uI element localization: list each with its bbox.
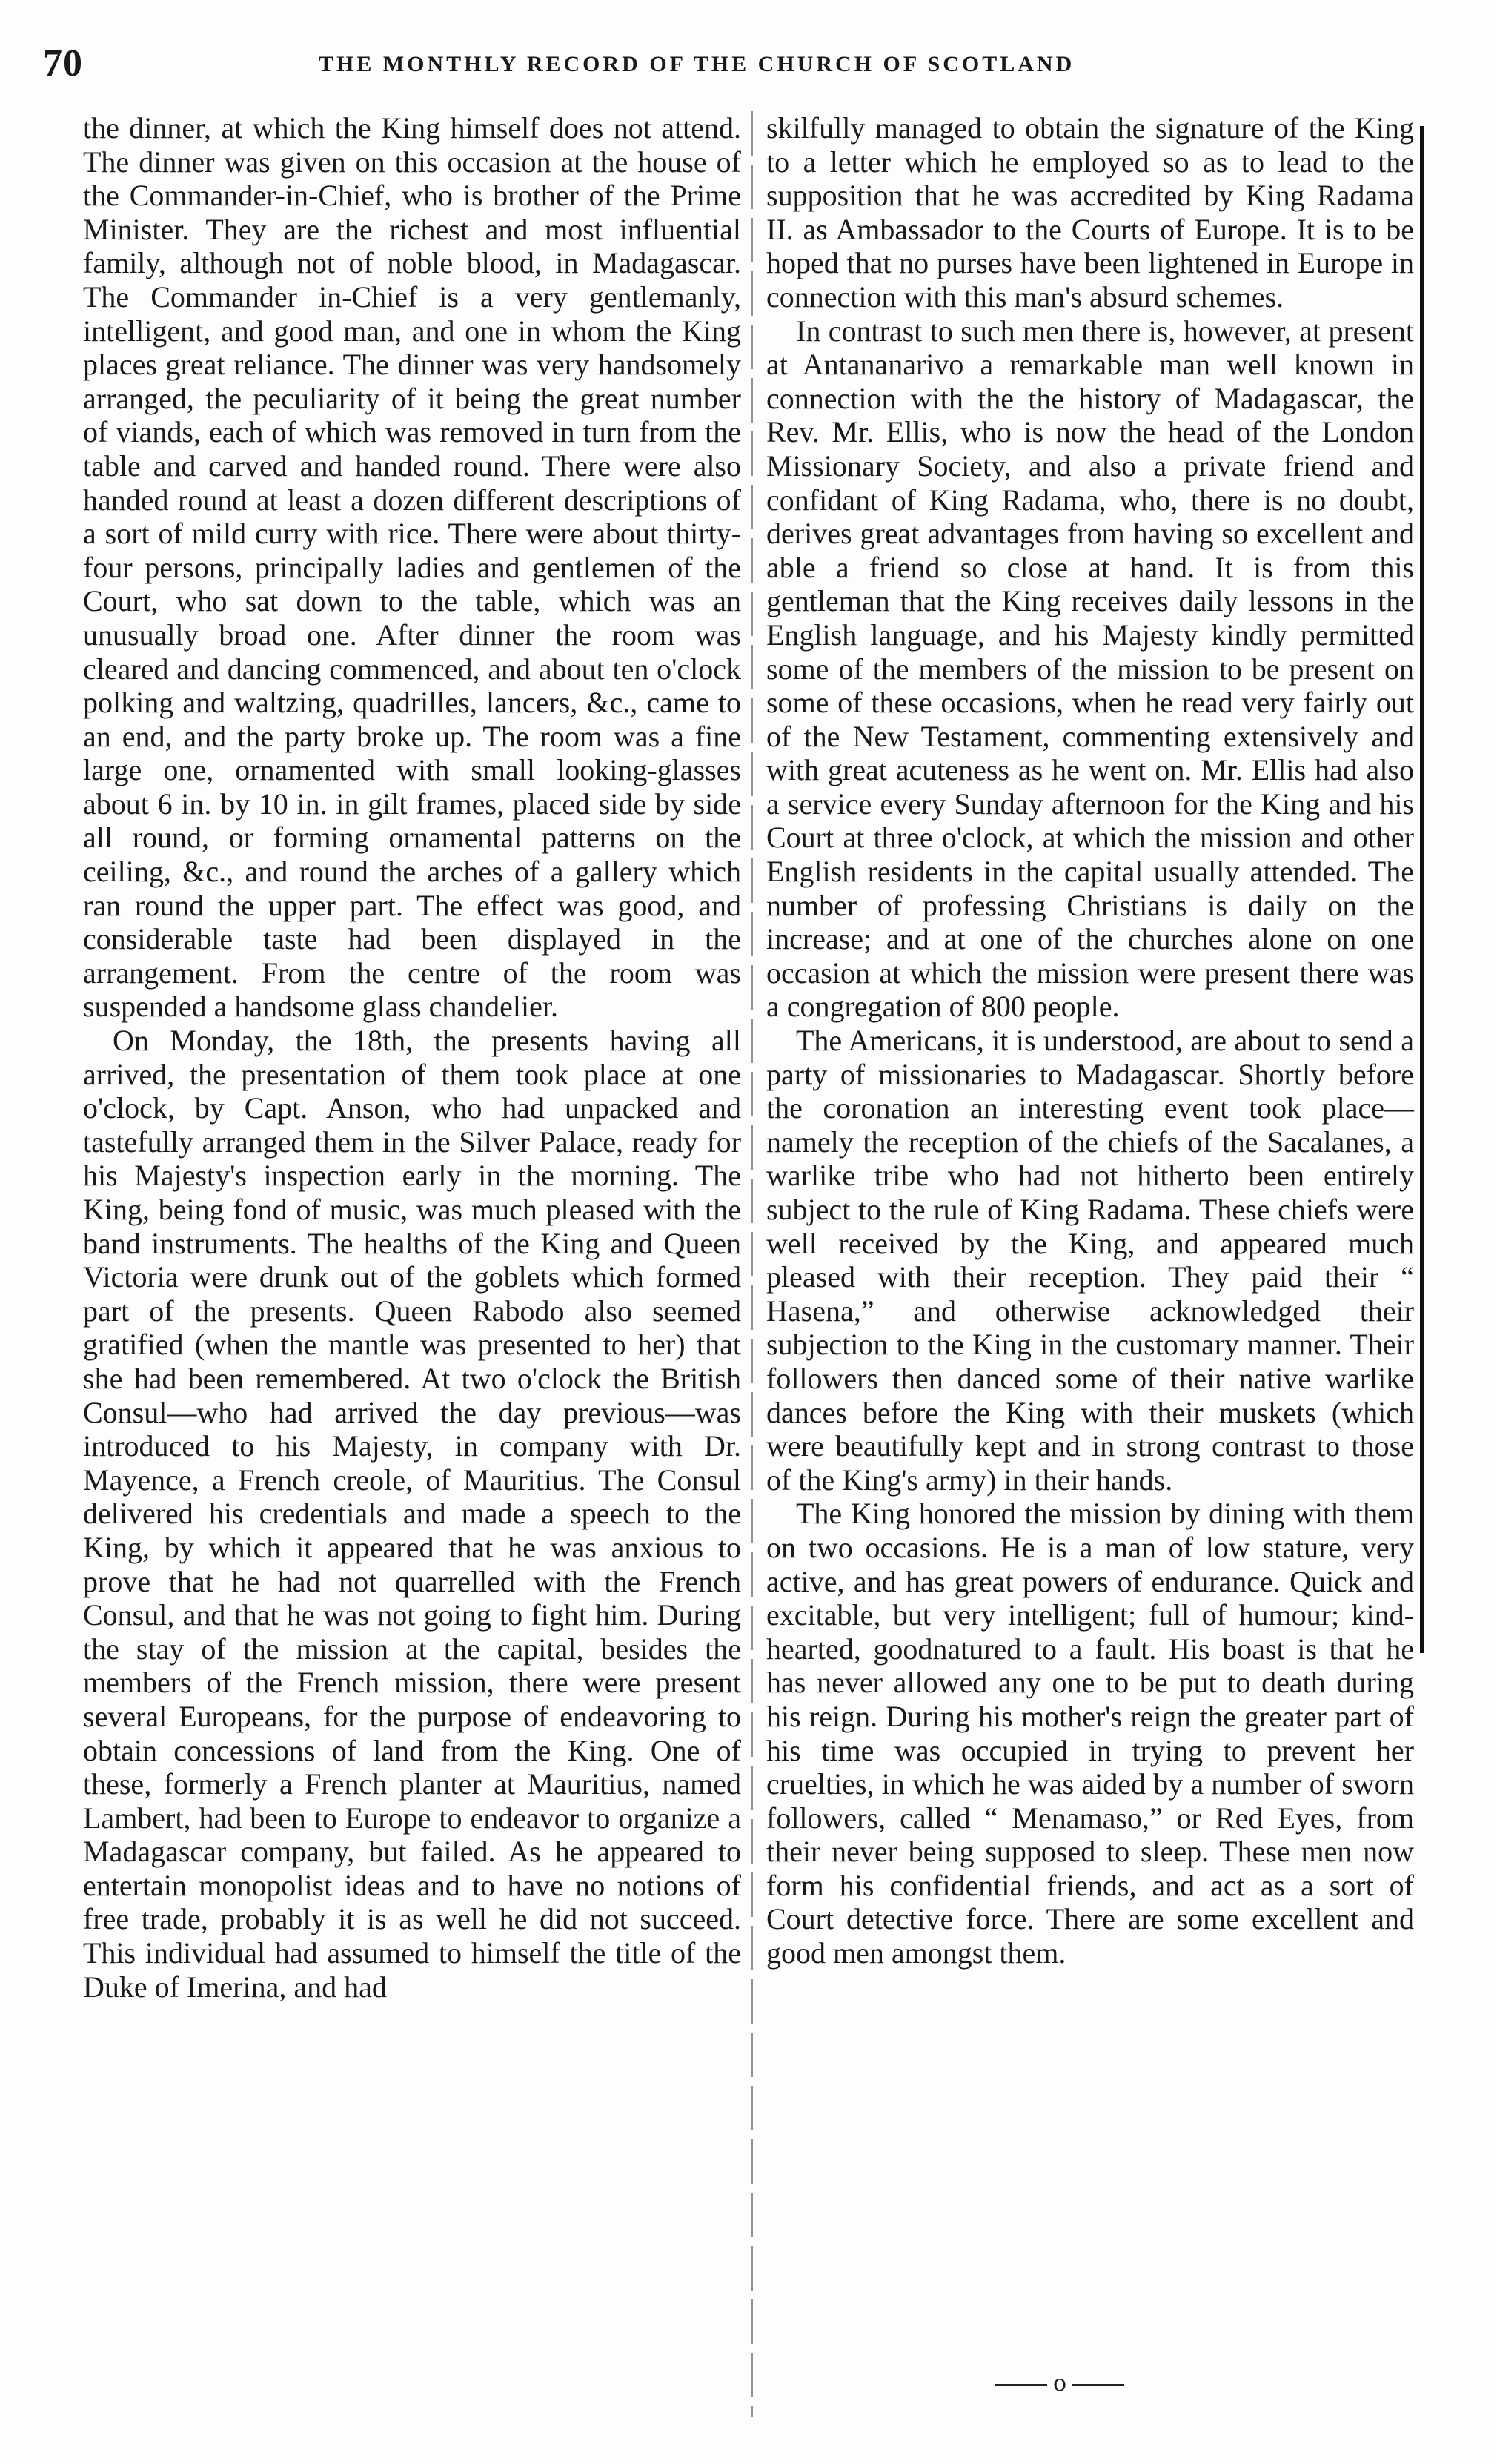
page-edge-rule bbox=[1420, 126, 1424, 1653]
ornament-dash-left bbox=[995, 2384, 1047, 2386]
section-end-ornament bbox=[956, 2369, 1164, 2399]
right-paragraph-1: skilfully managed to obtain the signature of the King to a letter which he employed so as to lead to the supposition that he was accredited by King Radama II. as Ambassador to the Courts of Europe. It is to be hoped that no purses have been lightened in Europe in connection with this man's absurd schemes. bbox=[766, 111, 1414, 314]
left-paragraph-2: On Monday, the 18th, the presents having all arrived, the presentation of them took place at one o'clock, by Capt. Anson, who had unpacked and tastefully arranged them in the Silver Palace, ready for his Majesty's inspection early in the morning. The King, being fond of music, was much pleased with the band instruments. The healths of the King and Queen Victoria were drunk out of the goblets which formed part of the presents. Queen Rabodo also seemed gratified (when the mantle was presented to her) that she had been remembered. At two o'clock the British Consul—who had arrived the day previous—was introduced to his Majesty, in company with Dr. Mayence, a French creole, of Mauritius. The Consul delivered his credentials and made a speech to the King, by which it appeared that he was anxious to prove that he had not quarrelled with the French Consul, and that he was not going to fight him. During the stay of the mission at the capital, besides the members of the French mission, there were present several Europeans, for the purpose of endeavoring to obtain concessions of land from the King. One of these, formerly a French planter at Mauritius, named Lambert, had been to Europe to endeavor to organize a Madagascar company, but failed. As he appeared to entertain monopolist ideas and to have no notions of free trade, probably it is as well he did not succeed. This individual had assumed to himself the title of the Duke of Imerina, and had bbox=[83, 1024, 741, 2004]
left-paragraph-1: the dinner, at which the King himself does not attend. The dinner was given on this occasion at the house of the Commander-in-Chief, who is brother of the Prime Minister. They are the richest and most influential family, although not of noble blood, in Madagascar. The Commander in-Chief is a very gentlemanly, intelligent, and good man, and one in whom the King places great reliance. The dinner was very handsomely arranged, the peculiarity of it being the great number of viands, each of which was removed in turn from the table and carved and handed round. There were also handed round at least a dozen different descriptions of a sort of mild curry with rice. There were about thirty-four persons, principally ladies and gentlemen of the Court, who sat down to the table, which was an unusually broad one. After dinner the room was cleared and dancing commenced, and about ten o'clock polking and waltzing, quadrilles, lancers, &c., came to an end, and the party broke up. The room was a fine large one, ornamented with small looking-glasses about 6 in. by 10 in. in gilt frames, placed side by side all round, or forming ornamental patterns on the ceiling, &c., and round the arches of a gallery which ran round the upper part. The effect was good, and considerable taste had been displayed in the arrangement. From the centre of the room was suspended a handsome glass chandelier. bbox=[83, 111, 741, 1024]
running-head: THE MONTHLY RECORD OF THE CHURCH OF SCOTLAND bbox=[319, 52, 1075, 76]
right-paragraph-4: The King honored the mission by dining with them on two occasions. He is a man of low stature, very active, and has great powers of endurance. Quick and excitable, but very intelligent; full of humour; kind-hearted, goodnatured to a fault. His boast is that he has never allowed any one to be put to death during his reign. During his mother's reign the greater part of his time was occupied in trying to prevent her cruelties, in which he was aided by a number of sworn followers, called “ Menamaso,” or Red Eyes, from their never being supposed to sleep. These men now form his confidential friends, and act as a sort of Court detective force. There are some excellent and good men amongst them. bbox=[766, 1497, 1414, 1970]
left-column bbox=[83, 111, 741, 2004]
right-paragraph-2: In contrast to such men there is, however, at present at Antananarivo a remarkable man well known in connection with the the history of Madagascar, the Rev. Mr. Ellis, who is now the head of the London Missionary Society, and also a private friend and confidant of King Radama, who, there is no doubt, derives great advantages from having so excellent and able a friend so close at hand. It is from this gentleman that the King receives daily lessons in the English language, and his Majesty kindly permitted some of the members of the mission to be present on some of these occasions, when he read very fairly out of the New Testament, commenting extensively and with great acuteness as he went on. Mr. Ellis had also a service every Sunday afternoon for the King and his Court at three o'clock, at which the mission and other English residents in the capital usually attended. The number of professing Christians is daily on the increase; and at one of the churches alone on one occasion at which the mission were present there was a congregation of 800 people. bbox=[766, 314, 1414, 1024]
column-divider bbox=[751, 111, 753, 2417]
page-number: 70 bbox=[43, 42, 83, 85]
right-column bbox=[766, 111, 1414, 1970]
ornament-mark: o bbox=[1052, 2371, 1067, 2397]
right-paragraph-3: The Americans, it is understood, are about to send a party of missionaries to Madagascar. Shortly before the coronation an interesting event took place—namely the reception of the chiefs of the Sacalanes, a warlike tribe who had not hitherto been entirely subject to the rule of King Radama. These chiefs were well received by the King, and appeared much pleased with their reception. They paid their “ Hasena,” and otherwise acknowledged their subjection to the King in the customary manner. Their followers then danced some of their native warlike dances before the King with their muskets (which were beautifully kept and in strong contrast to those of the King's army) in their hands. bbox=[766, 1024, 1414, 1497]
ornament-dash-right bbox=[1072, 2384, 1124, 2386]
